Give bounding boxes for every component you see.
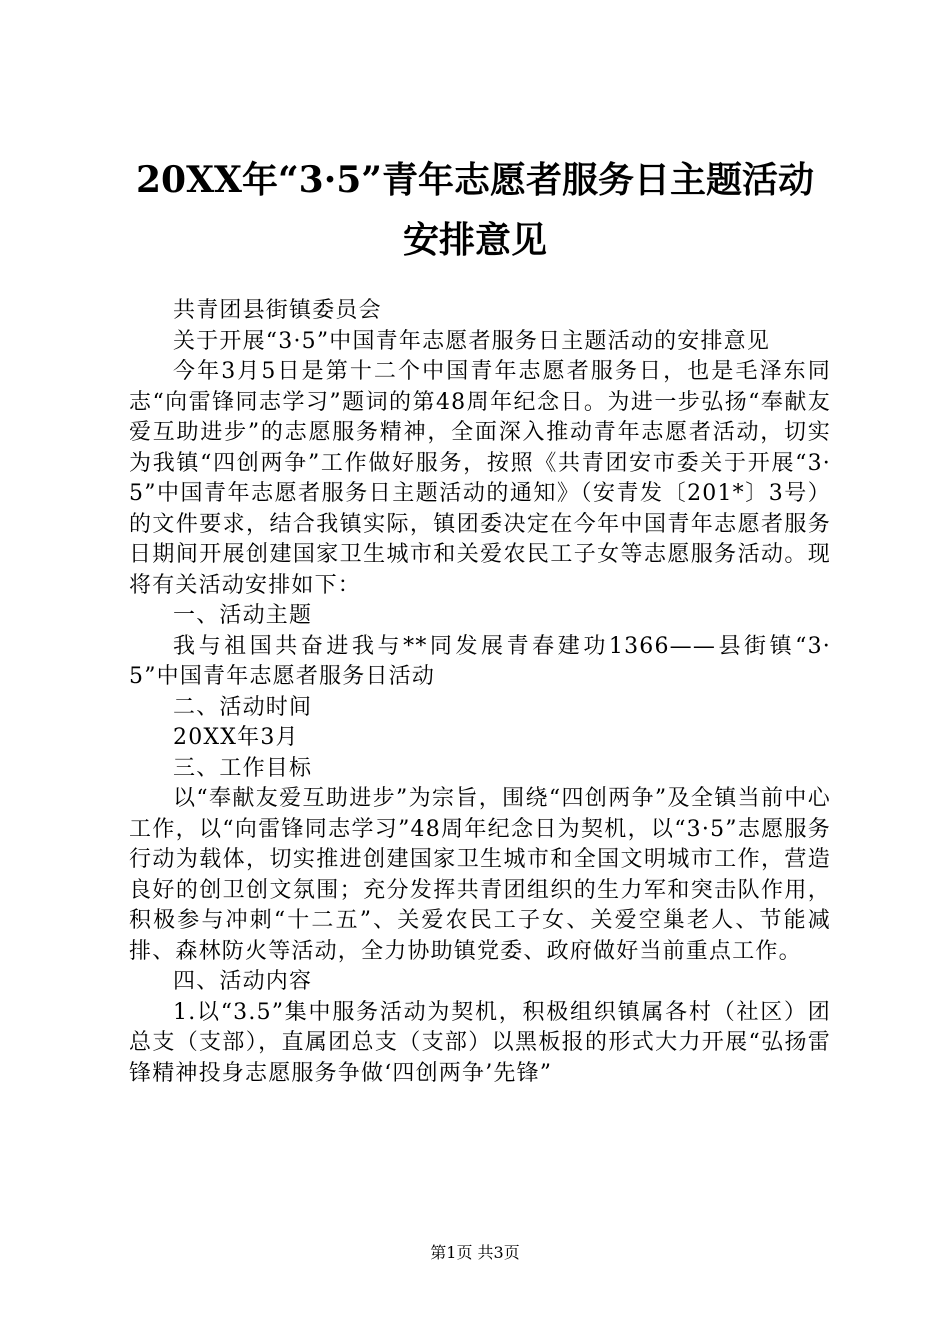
document-body [129, 296, 831, 1089]
paragraph-intro: 今年3月5日是第十二个中国青年志愿者服务日，也是毛泽东同志“向雷锋同志学习”题词的第48周年纪念日。为进一步弘扬“奉献友爱互助进步”的志愿服务精神，全面深入推动青年志愿者活动，切实为我镇“四创两争”工作做好服务，按照《共青团安市委关于开展“3·5”中国青年志愿者服务日主题活动的通知》（安青发〔201*〕3号）的文件要求，结合我镇实际，镇团委决定在今年中国青年志愿者服务日期间开展创建国家卫生城市和关爱农民工子女等志愿服务活动。现将有关活动安排如下： [129, 359, 831, 598]
section-heading-time: 二、活动时间 [173, 694, 313, 720]
paragraph-subject: 关于开展“3·5”中国青年志愿者服务日主题活动的安排意见 [173, 328, 771, 354]
document-title-line-2: 安排意见 [402, 219, 547, 261]
paragraph-content-1: 1.以“3.5”集中服务活动为契机，积极组织镇属各村（社区）团总支（支部），直属团总支（支部）以黑板报的形式大力开展“弘扬雷锋精神投身志愿服务争做‘四创两争’先锋” [129, 999, 831, 1086]
document-title-line-1: 20XX年“3·5”青年志愿者服务日主题活动 [135, 159, 814, 201]
section-heading-content: 四、活动内容 [173, 969, 313, 994]
paragraph-organization: 共青团县街镇委员会 [173, 298, 382, 323]
section-heading-goals: 三、工作目标 [173, 755, 313, 781]
section-heading-theme: 一、活动主题 [173, 603, 313, 628]
paragraph-theme: 我与祖国共奋进我与**同发展青春建功1366——县街镇“3·5”中国青年志愿者服务日活动 [129, 633, 831, 689]
paragraph-time: 20XX年3月 [173, 725, 299, 750]
page-footer: 第1页 共3页 [430, 1243, 520, 1262]
paragraph-goals: 以“奉献友爱互助进步”为宗旨，围绕“四创两争”及全镇当前中心工作，以“向雷锋同志学习”48周年纪念日为契机，以“3·5”志愿服务行动为载体，切实推进创建国家卫生城市和全国文明城市工作，营造良好的创卫创文氛围；充分发挥共青团组织的生力军和突击队作用，积极参与冲刺“十二五”、关爱农民工子女、关爱空巢老人、节能减排、森林防火等活动，全力协助镇党委、政府做好当前重点工作。 [129, 786, 831, 964]
